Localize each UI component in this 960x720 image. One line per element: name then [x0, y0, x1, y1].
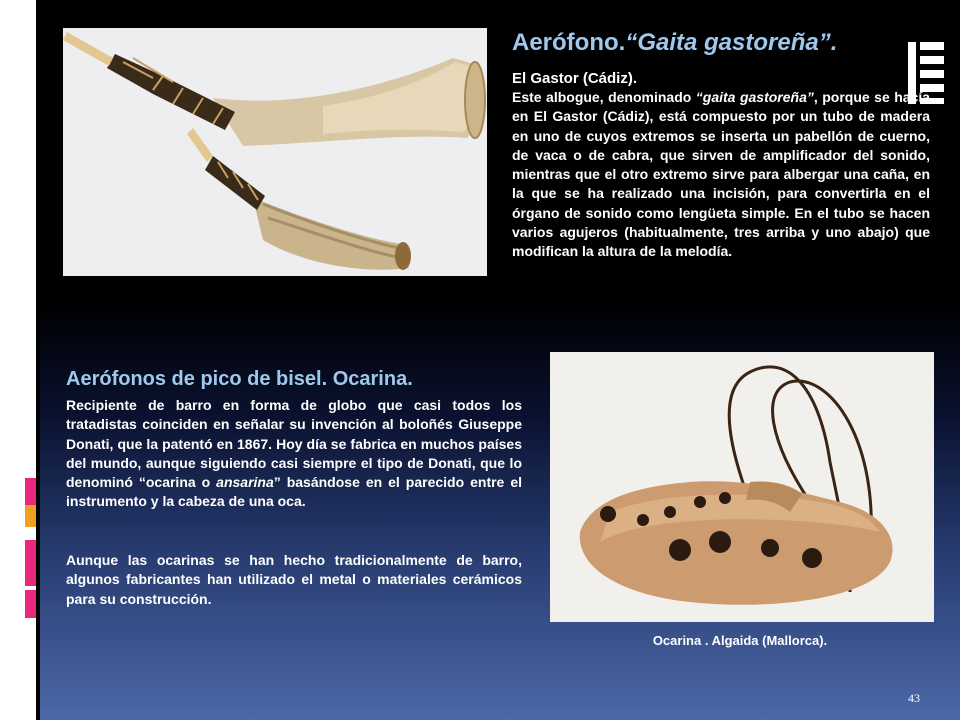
- ocarina-description: Recipiente de barro en forma de globo que casi todos los tratadistas coinciden en señalar su invención al boloñés Giuseppe Donati, que la patentó en 1867. Hoy día se fabrica en muchos países del mundo, aunque siguiendo casi siempre el tipo de Donati, que lo denominó “ocarina o ansarina” basándose en el parecido entre el instrumento y la cabeza de una oca.: [66, 397, 522, 510]
- gaita-photo: [63, 28, 487, 276]
- ocarina-caption: Ocarina . Algaida (Mallorca).: [652, 633, 828, 648]
- orange-marker: [25, 505, 36, 527]
- pink-marker: [25, 540, 36, 586]
- left-black-bar: [36, 0, 40, 720]
- gaita-title: Aerófono.“Gaita gastoreña”.: [512, 29, 838, 56]
- pink-marker: [25, 590, 36, 618]
- slide-number: 43: [908, 691, 920, 705]
- pink-marker: [25, 478, 36, 508]
- gaita-subtitle: El Gastor (Cádiz).: [512, 70, 638, 87]
- gaita-description: Este albogue, denominado “gaita gastoreña”, porque se hacía en El Gastor (Cádiz), está compuesto por un tubo de madera en uno de cuyos extremos se inserta un pabellón de cuerno, de vaca o de cabra, que sirven de amplificador del sonido, mientras que el otro extremo sirve para albergar una caña, en la que se ha realizado una incisión, para convertirla en el órgano de sonido como lengüeta simple. En el tubo se hacen varios agujeros (habitualmente, tres arriba y uno abajo) que modifican la altura de la melodía.: [512, 89, 931, 260]
- ocarina-title: Aerófonos de pico de bisel. Ocarina.: [66, 368, 413, 390]
- ocarina-materials: Aunque las ocarinas se han hecho tradicionalmente de barro, algunos fabricantes han utilizado el metal o materiales cerámicos para su construcción.: [66, 552, 522, 607]
- ocarina-photo: [550, 352, 934, 622]
